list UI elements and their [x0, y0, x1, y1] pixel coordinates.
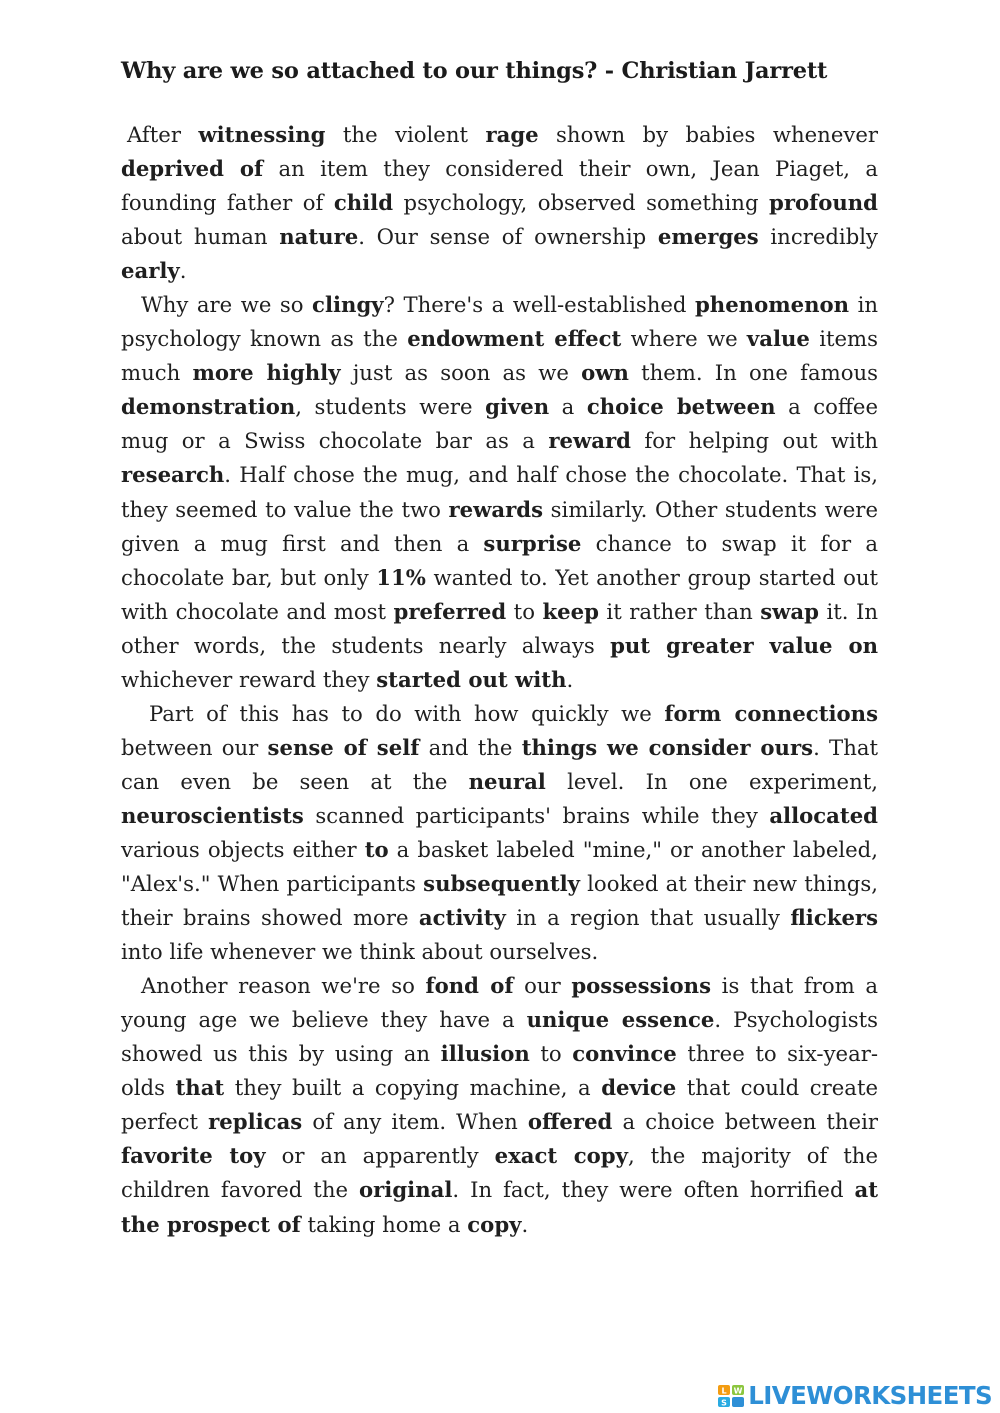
paragraph-text: and the — [419, 734, 522, 760]
vocabulary-term: surprise — [483, 530, 582, 556]
paragraph-text: Part of this has to do with how quickly we — [149, 700, 665, 726]
article-paragraph — [121, 288, 878, 697]
paragraph-text: . That can even be seen at the — [121, 734, 878, 794]
paragraph-text: it. In other words, the students nearly always — [121, 598, 879, 658]
paragraph-text: in a region that usually — [505, 905, 791, 931]
brand-name: LIVEWORKSHEETS — [748, 1381, 992, 1410]
paragraph-text: a choice between their — [612, 1109, 878, 1135]
paragraph-text: items much — [121, 326, 879, 386]
vocabulary-term: endowment effect — [407, 326, 622, 352]
paragraph-text: it rather than — [598, 598, 761, 624]
vocabulary-term: replicas — [208, 1109, 303, 1135]
article-paragraph — [121, 697, 878, 969]
paragraph-text: . — [179, 258, 187, 284]
vocabulary-term: clingy — [312, 292, 384, 318]
vocabulary-term: rage — [485, 122, 539, 147]
vocabulary-term: flickers — [790, 905, 879, 931]
paragraph-text: , the majority of the children favored the — [121, 1143, 878, 1203]
paragraph-text: three to six-year-olds — [121, 1041, 878, 1101]
paragraph-text: or an apparently — [265, 1143, 495, 1169]
vocabulary-term: keep — [542, 598, 599, 624]
vocabulary-term: activity — [418, 905, 506, 931]
vocabulary-term: emerges — [657, 224, 759, 250]
article-body — [121, 118, 878, 1242]
article-paragraph — [121, 969, 878, 1241]
vocabulary-term: child — [333, 190, 394, 216]
vocabulary-term: form connections — [664, 700, 878, 726]
article-paragraph — [121, 118, 878, 288]
vocabulary-term: preferred — [393, 598, 507, 624]
paragraph-text: . In fact, they were often horrified — [452, 1177, 855, 1203]
vocabulary-term: reward — [548, 428, 631, 454]
vocabulary-term: swap — [760, 598, 819, 624]
paragraph-text: to — [506, 598, 543, 624]
paragraph-text: looked at their new things, their brains showed more — [121, 871, 878, 931]
vocabulary-term: phenomenon — [694, 292, 850, 318]
vocabulary-term: to — [364, 836, 389, 862]
paragraph-text: for helping out with — [630, 428, 878, 454]
vocabulary-term: own — [581, 360, 629, 386]
paragraph-text: scanned participants' brains while they — [303, 802, 770, 828]
vocabulary-term: fond of — [425, 973, 514, 999]
vocabulary-term: offered — [527, 1109, 613, 1135]
vocabulary-term: device — [601, 1075, 677, 1101]
paragraph-text: chance to swap it for a chocolate bar, but only — [121, 530, 878, 590]
paragraph-text: taking home a — [300, 1211, 468, 1237]
page-title: Why are we so attached to our things? - Christian Jarrett — [121, 58, 828, 84]
paragraph-text: , students were — [295, 394, 486, 420]
paragraph-text: a basket labeled "mine," or another labeled, "Alex's." When participants — [121, 836, 878, 897]
paragraph-text: After — [127, 122, 199, 147]
vocabulary-term: allocated — [769, 802, 878, 828]
paragraph-text: . Our sense of ownership — [358, 224, 658, 250]
paragraph-text: just as soon as we — [340, 360, 582, 386]
vocabulary-term: copy — [467, 1211, 522, 1237]
paragraph-text: of any item. When — [302, 1109, 528, 1135]
vocabulary-term: things we consider ours — [521, 734, 814, 760]
paragraph-text: ? There's a well-established — [383, 292, 695, 318]
vocabulary-term: unique essence — [526, 1007, 715, 1033]
vocabulary-term: more highly — [192, 360, 341, 386]
vocabulary-term: original — [358, 1177, 453, 1203]
vocabulary-term: profound — [769, 190, 878, 216]
vocabulary-term: research — [121, 462, 225, 488]
vocabulary-term: 11% — [376, 564, 426, 590]
paragraph-text: an item they considered their own, Jean Piaget, a founding father of — [121, 156, 878, 216]
vocabulary-term: at the prospect of — [121, 1177, 878, 1237]
vocabulary-term: witnessing — [198, 122, 326, 147]
paragraph-text: between our — [121, 734, 268, 760]
vocabulary-term: started out with — [376, 666, 567, 692]
paragraph-text: similarly. Other students were given a mug first and then a — [121, 496, 878, 556]
paragraph-text: them. In one famous — [628, 360, 878, 386]
paragraph-text: . — [521, 1211, 529, 1237]
liveworksheets-logo-icon — [717, 1383, 745, 1409]
paragraph-text: a coffee mug or a Swiss chocolate bar as a — [121, 394, 879, 454]
vocabulary-term: demonstration — [121, 394, 296, 420]
paragraph-text: . Half chose the mug, and half chose the chocolate. That is, they seemed to value the two — [121, 462, 878, 522]
vocabulary-term: neuroscientists — [121, 802, 304, 828]
vocabulary-term: possessions — [571, 973, 712, 999]
paragraph-text: various objects either — [121, 836, 365, 862]
paragraph-text: about human — [121, 224, 280, 250]
vocabulary-term: nature — [279, 224, 359, 250]
paragraph-text: . — [566, 666, 574, 692]
vocabulary-term: rewards — [448, 496, 544, 522]
paragraph-text: incredibly — [758, 224, 879, 250]
paragraph-text: . Psychologists showed us this by using an — [121, 1007, 878, 1067]
vocabulary-term: illusion — [440, 1041, 530, 1067]
paragraph-text: where we — [621, 326, 747, 352]
liveworksheets-brand[interactable] — [717, 1383, 992, 1409]
paragraph-text: level. In one experiment, — [545, 768, 878, 794]
paragraph-text: that could create perfect — [121, 1075, 878, 1135]
vocabulary-term: choice between — [586, 394, 776, 420]
vocabulary-term: put greater value on — [610, 632, 878, 658]
vocabulary-term: convince — [572, 1041, 677, 1067]
paragraph-text: in psychology known as the — [121, 292, 878, 352]
vocabulary-term: deprived of — [121, 156, 264, 182]
paragraph-text: shown by babies whenever — [538, 122, 878, 147]
vocabulary-term: early — [121, 258, 180, 284]
paragraph-text: our — [513, 973, 572, 999]
vocabulary-term: neural — [468, 768, 546, 794]
vocabulary-term: given — [485, 394, 550, 420]
paragraph-text: the violent — [325, 122, 486, 147]
vocabulary-term: subsequently — [423, 871, 580, 897]
paragraph-text: Another reason we're so — [141, 973, 426, 999]
svg-text:L: L — [721, 1386, 727, 1396]
paragraph-text: wanted to. Yet another group started out with chocolate and most — [121, 564, 878, 624]
paragraph-text: whichever reward they — [121, 666, 377, 692]
vocabulary-term: value — [746, 326, 810, 352]
paragraph-text: Why are we so — [141, 292, 313, 318]
vocabulary-term: that — [175, 1075, 225, 1101]
paragraph-text: is that from a young age we believe they have a — [121, 973, 879, 1033]
paragraph-text: a — [549, 394, 587, 420]
vocabulary-term: sense of self — [267, 734, 420, 760]
vocabulary-term: exact copy — [494, 1143, 628, 1169]
paragraph-text: to — [529, 1041, 573, 1067]
vocabulary-term: favorite toy — [121, 1143, 266, 1169]
svg-text:S: S — [721, 1398, 728, 1408]
paragraph-text: psychology, observed something — [393, 190, 770, 216]
svg-text:W: W — [733, 1386, 743, 1396]
paragraph-text: they built a copying machine, a — [224, 1075, 602, 1101]
paragraph-text: into life whenever we think about ourselves. — [121, 939, 599, 965]
